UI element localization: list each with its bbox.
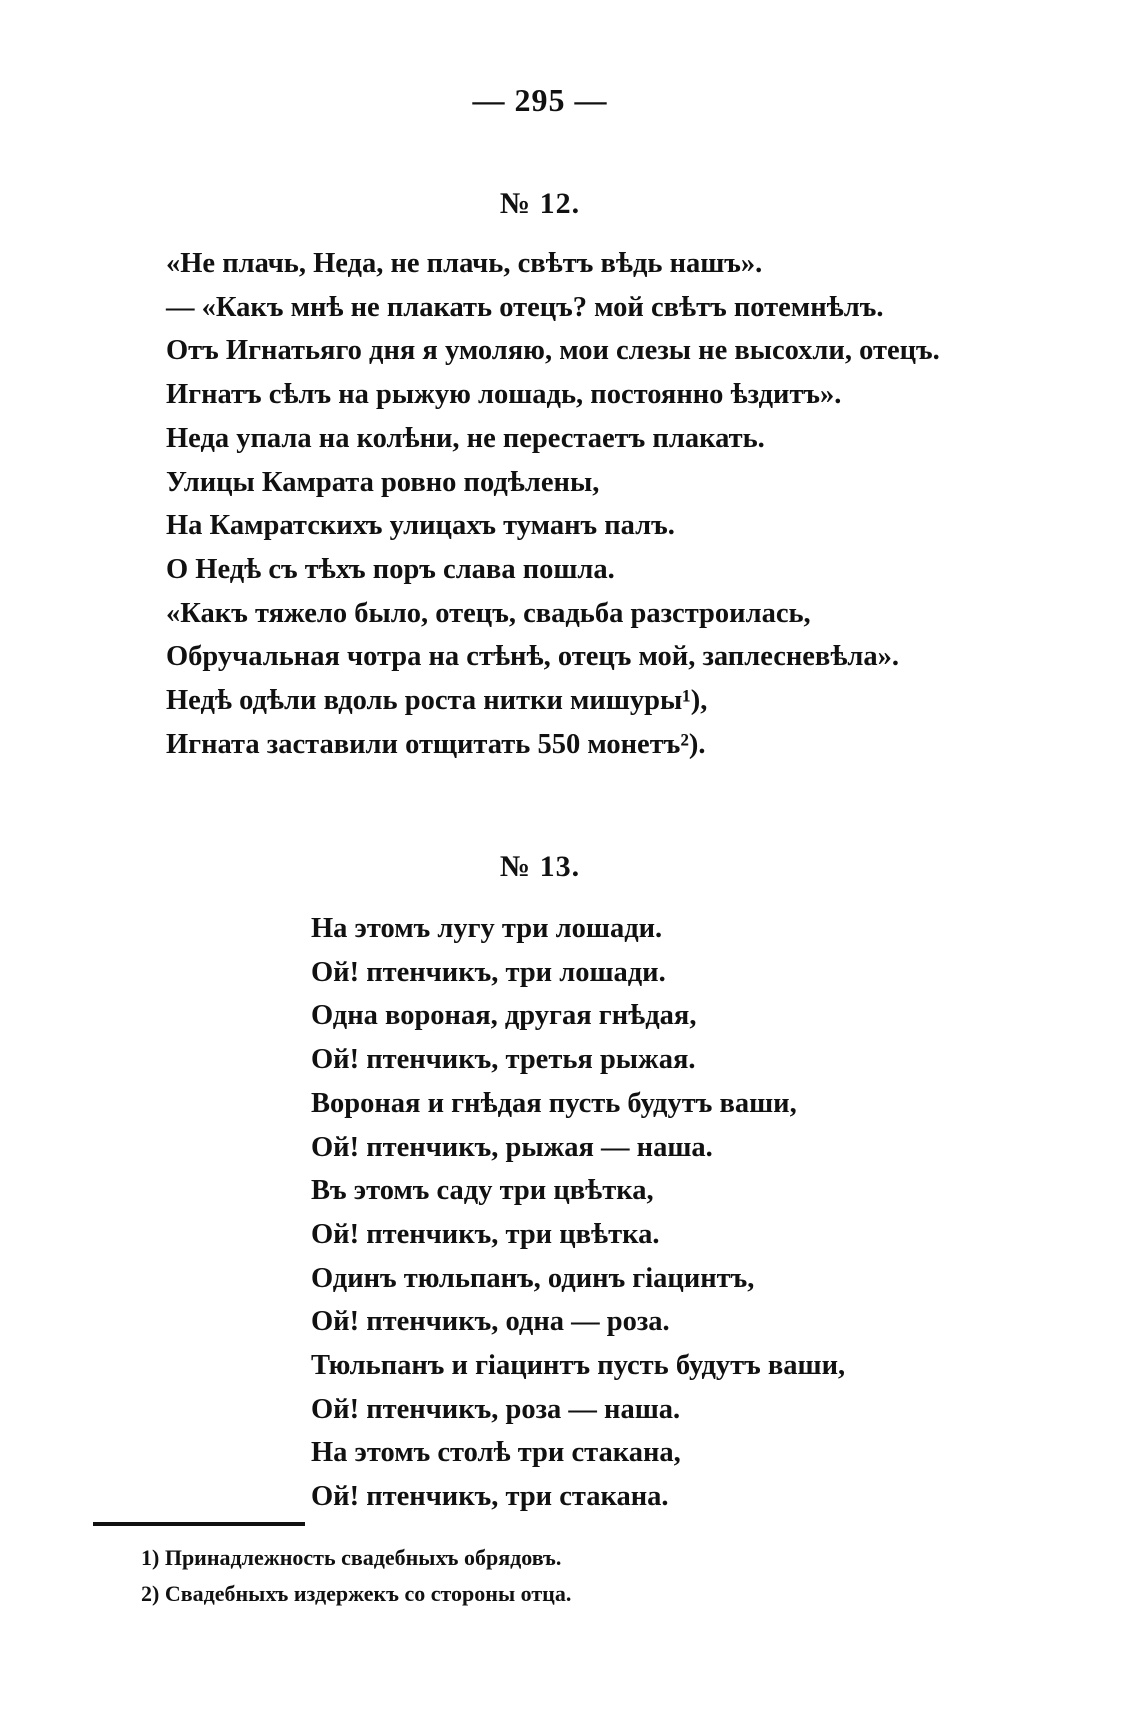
verse-line: «Не плачь, Неда, не плачь, свѣтъ вѣдь нашъ».: [166, 248, 763, 279]
verse-line: — «Какъ мнѣ не плакать отецъ? мой свѣтъ потемнѣлъ.: [166, 291, 884, 323]
song-12-heading: № 12.: [499, 187, 581, 220]
footnote: 2) Свадебныхъ издержекъ со стороны отца.: [141, 1581, 572, 1606]
verse-line: Отъ Игнатьяго дня я умоляю, мои слезы не высохли, отецъ.: [166, 335, 940, 367]
verse-line: Ой! птенчикъ, три цвѣтка.: [311, 1218, 660, 1250]
song-12-verse: [166, 242, 940, 766]
verse-line: Ой! птенчикъ, роза — наша.: [311, 1393, 681, 1425]
verse-line: Ой! птенчикъ, третья рыжая.: [311, 1044, 696, 1076]
footnotes: [141, 1540, 571, 1612]
verse-line: Недѣ одѣли вдоль роста нитки мишуры¹),: [166, 685, 708, 717]
song-13-verse: [311, 907, 845, 1519]
verse-line: Неда упала на колѣни, не перестаетъ плакать.: [166, 422, 765, 454]
verse-line: Одна вороная, другая гнѣдая,: [311, 1000, 697, 1032]
page-number: — 295 —: [472, 82, 608, 118]
verse-line: Ой! птенчикъ, одна — роза.: [311, 1306, 670, 1338]
verse-line: Тюльпанъ и гіацинтъ пусть будутъ ваши,: [311, 1350, 846, 1382]
verse-line: Ой! птенчикъ, рыжая — наша.: [311, 1131, 713, 1163]
verse-line: Улицы Камрата ровно подѣлены,: [166, 466, 600, 498]
verse-line: Игната заставили отщитать 550 монетъ²).: [166, 728, 706, 760]
footnote-divider: [93, 1522, 305, 1526]
verse-line: О Недѣ съ тѣхъ поръ слава пошла.: [166, 553, 615, 585]
verse-line: Въ этомъ саду три цвѣтка,: [311, 1175, 654, 1207]
verse-line: Ой! птенчикъ, три лошади.: [311, 956, 666, 988]
verse-line: На Камратскихъ улицахъ туманъ палъ.: [166, 510, 675, 542]
verse-line: «Какъ тяжело было, отецъ, свадьба разстроилась,: [166, 597, 811, 629]
verse-line: Обручальная чотра на стѣнѣ, отецъ мой, заплесневѣла».: [166, 641, 900, 673]
verse-line: На этомъ лугу три лошади.: [311, 913, 663, 944]
footnote: 1) Принадлежность свадебныхъ обрядовъ.: [141, 1545, 562, 1570]
verse-line: Ой! птенчикъ, три стакана.: [311, 1481, 669, 1513]
song-13-heading: № 13.: [499, 850, 581, 883]
verse-line: Одинъ тюльпанъ, одинъ гіацинтъ,: [311, 1262, 755, 1294]
verse-line: На этомъ столѣ три стакана,: [311, 1437, 681, 1469]
verse-line: Вороная и гнѣдая пусть будутъ ваши,: [311, 1087, 797, 1119]
verse-line: Игнатъ сѣлъ на рыжую лошадь, постоянно ѣздитъ».: [166, 379, 842, 411]
